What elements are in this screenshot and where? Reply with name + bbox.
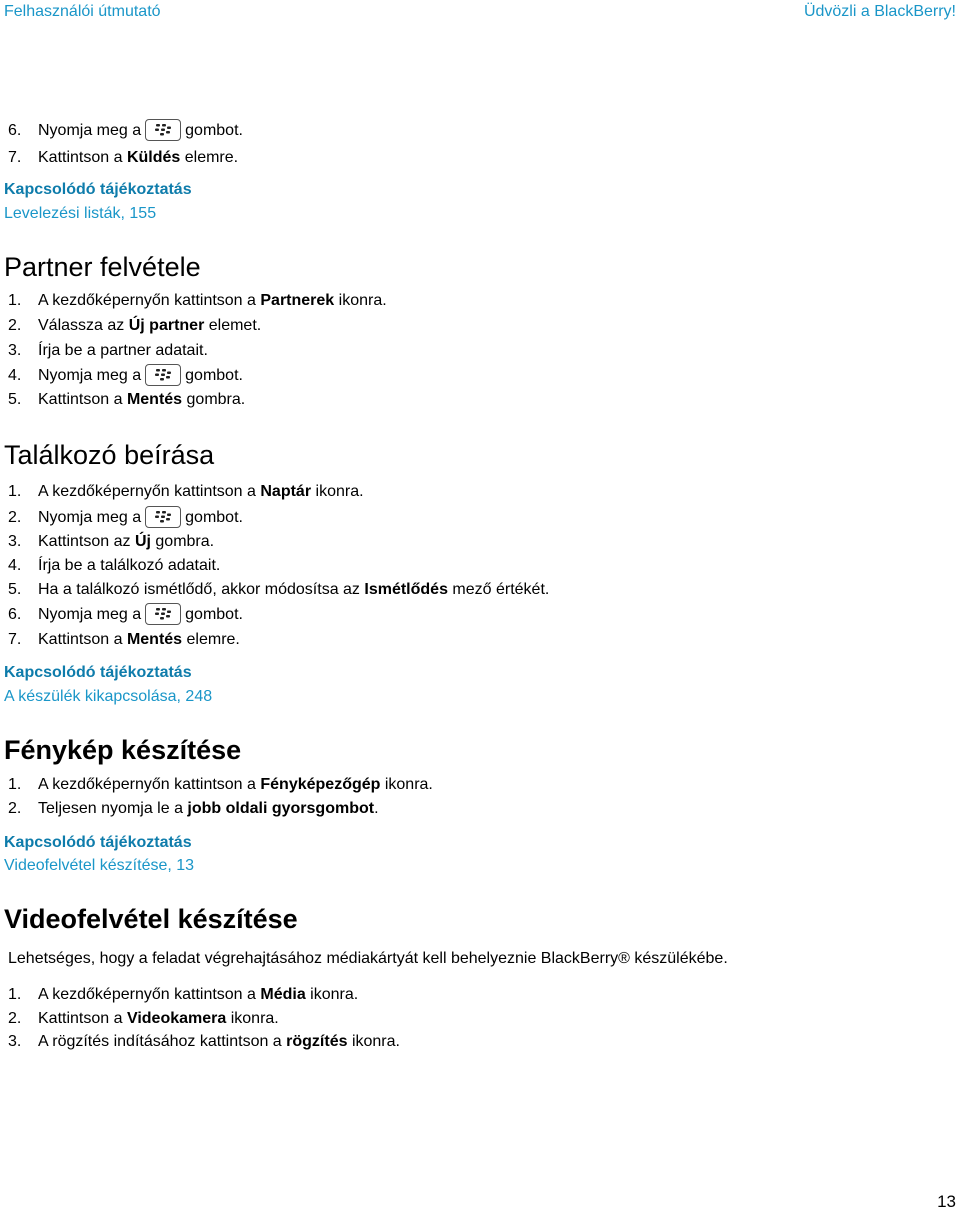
step-text: A kezdőképernyőn kattintson a (38, 292, 261, 309)
step-keyword: Videokamera (126, 1010, 227, 1027)
step-text-after: ikonra. (380, 776, 433, 793)
video-intro-paragraph: Lehetséges, hogy a feladat végrehajtásához médiakártyát kell behelyeznie BlackBerry® készülékébe. (8, 950, 728, 967)
partner-step-1 (8, 291, 387, 311)
step-text: Válassza az (38, 317, 129, 334)
header-right-title: Üdvözli a BlackBerry! (803, 3, 956, 20)
step-number: 4. (8, 557, 22, 574)
related-info-link[interactable]: Videofelvétel készítése, 13 (4, 857, 195, 874)
step-text-after: gombot. (185, 367, 243, 385)
step-keyword: rögzítés (286, 1033, 348, 1050)
step-text: Nyomja meg a (38, 606, 142, 624)
related-info-title: Kapcsolódó tájékoztatás (4, 181, 192, 198)
meeting-step-5 (8, 580, 549, 600)
step-keyword: Ismétlődés (364, 581, 448, 598)
partner-step-5 (8, 390, 245, 410)
step-text: Kattintson a (38, 149, 127, 166)
photo-step-1 (8, 775, 433, 795)
step-text: Nyomja meg a (38, 509, 142, 527)
step-number: 2. (8, 800, 22, 817)
step-text: Ha a találkozó ismétlődő, akkor módosítsa az (38, 581, 365, 598)
step-keyword: Mentés (126, 391, 183, 408)
meeting-step-2 (8, 507, 243, 529)
section-title-partner: Partner felvétele (4, 252, 201, 282)
step-text: Nyomja meg a (38, 122, 142, 140)
step-number: 2. (8, 509, 22, 527)
step-number: 1. (8, 292, 22, 309)
meeting-step-3 (8, 532, 214, 552)
meeting-step-6 (8, 604, 243, 626)
step-keyword: Partnerek (260, 292, 335, 309)
section-title-video: Videofelvétel készítése (4, 904, 298, 934)
block1-step-7 (8, 148, 238, 168)
related-info-link[interactable]: A készülék kikapcsolása, 248 (4, 688, 213, 705)
step-keyword: Média (260, 986, 306, 1003)
step-text: A kezdőképernyőn kattintson a (38, 483, 261, 500)
step-keyword: jobb oldali gyorsgombot (187, 800, 375, 817)
step-text: Teljesen nyomja le a (38, 800, 188, 817)
step-number: 1. (8, 776, 22, 793)
block1-step-6 (8, 120, 243, 142)
step-keyword: Küldés (126, 149, 181, 166)
step-number: 5. (8, 391, 22, 408)
step-text-after: gombot. (185, 509, 243, 527)
partner-step-2 (8, 316, 261, 336)
step-keyword: Mentés (126, 631, 183, 648)
step-text-after: elemre. (180, 149, 239, 166)
step-text-after: elemet. (204, 317, 262, 334)
related-info-link[interactable]: Levelezési listák, 155 (4, 205, 157, 222)
partner-step-3 (8, 341, 208, 361)
video-step-1 (8, 985, 358, 1005)
related-info-title: Kapcsolódó tájékoztatás (4, 834, 192, 851)
blackberry-menu-key-icon (145, 119, 181, 141)
step-number: 6. (8, 122, 22, 140)
step-text-after: mező értékét. (447, 581, 550, 598)
step-text: A rögzítés indításához kattintson a (38, 1033, 287, 1050)
step-number: 7. (8, 149, 22, 166)
step-number: 4. (8, 367, 22, 385)
step-text-after: ikonra. (305, 986, 359, 1003)
meeting-step-4 (8, 556, 220, 576)
step-text-after: gombra. (150, 533, 215, 550)
step-text-after: gombot. (185, 122, 243, 140)
step-text-after: ikonra. (226, 1010, 279, 1027)
step-keyword: Új partner (128, 317, 205, 334)
step-number: 3. (8, 342, 22, 359)
step-text: Írja be a partner adatait. (38, 342, 208, 359)
step-number: 5. (8, 581, 22, 598)
step-text: A kezdőképernyőn kattintson a (38, 986, 261, 1003)
blackberry-menu-key-icon (145, 603, 181, 625)
step-text: Kattintson a (38, 391, 127, 408)
section-title-meeting: Találkozó beírása (4, 440, 215, 470)
step-text-after: ikonra. (347, 1033, 400, 1050)
step-text-after: . (374, 800, 379, 817)
video-step-2 (8, 1009, 279, 1029)
partner-step-4 (8, 365, 243, 387)
step-number: 1. (8, 986, 22, 1003)
step-text-after: ikonra. (334, 292, 387, 309)
step-text: Kattintson a (38, 631, 127, 648)
step-number: 3. (8, 533, 22, 550)
step-text-after: ikonra. (311, 483, 364, 500)
step-keyword: Új (134, 533, 151, 550)
step-number: 6. (8, 606, 22, 624)
blackberry-menu-key-icon (145, 506, 181, 528)
step-text: Nyomja meg a (38, 367, 142, 385)
step-number: 1. (8, 483, 22, 500)
step-text: Írja be a találkozó adatait. (38, 557, 221, 574)
step-text: A kezdőképernyőn kattintson a (38, 776, 261, 793)
meeting-step-7 (8, 630, 240, 650)
step-text-after: elemre. (182, 631, 240, 648)
photo-step-2 (8, 799, 379, 819)
step-text-after: gombot. (185, 606, 243, 624)
step-text: Kattintson az (38, 533, 135, 550)
page-number: 13 (937, 1192, 956, 1211)
related-info-title: Kapcsolódó tájékoztatás (4, 664, 192, 681)
meeting-step-1 (8, 482, 364, 502)
blackberry-menu-key-icon (145, 364, 181, 386)
header-left-title: Felhasználói útmutató (4, 3, 161, 20)
video-step-3 (8, 1032, 400, 1052)
step-keyword: Fényképezőgép (260, 776, 381, 793)
section-title-photo: Fénykép készítése (4, 735, 242, 765)
step-number: 2. (8, 317, 22, 334)
step-keyword: Naptár (260, 483, 312, 500)
step-number: 7. (8, 631, 22, 648)
step-text: Kattintson a (38, 1010, 127, 1027)
step-text-after: gombra. (182, 391, 246, 408)
step-number: 2. (8, 1010, 22, 1027)
step-number: 3. (8, 1033, 22, 1050)
